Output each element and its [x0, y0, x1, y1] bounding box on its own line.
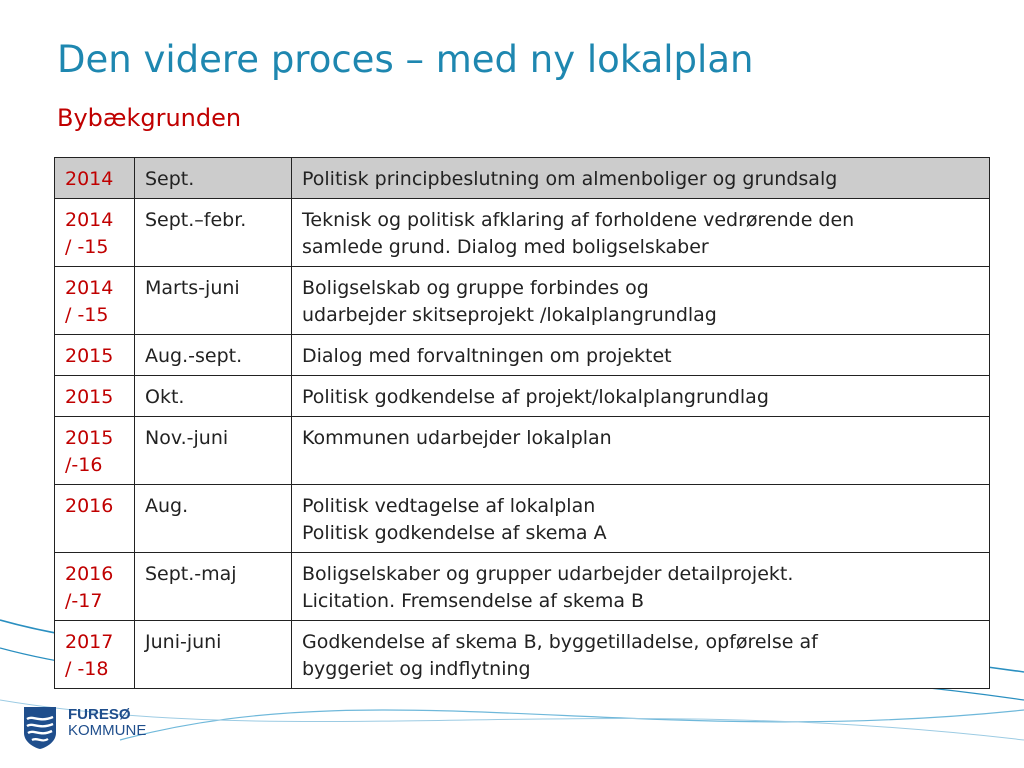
period-cell: Aug. — [135, 485, 292, 553]
period-cell: Okt. — [135, 376, 292, 417]
slide-subtitle: Bybækgrunden — [57, 104, 242, 132]
description-cell — [292, 267, 990, 335]
description-line: Godkendelse af skema B, byggetilladelse, opførelse af — [302, 631, 818, 653]
description-line: Dialog med forvaltningen om projektet — [302, 345, 672, 367]
period-cell: Juni-juni — [135, 621, 292, 689]
year-cell: 2015 /-16 — [55, 417, 135, 485]
description-cell — [292, 158, 990, 199]
period-cell: Sept.–febr. — [135, 199, 292, 267]
description-line: Teknisk og politisk afklaring af forholdene vedrørende den — [302, 209, 855, 231]
table-row — [55, 621, 990, 689]
description-cell — [292, 335, 990, 376]
logo-name-line1: FURESØ — [68, 706, 131, 723]
description-cell — [292, 485, 990, 553]
year-cell: 2015 — [55, 335, 135, 376]
description-line: Politisk vedtagelse af lokalplan — [302, 495, 596, 517]
description-line: byggeriet og indflytning — [302, 658, 531, 680]
year-cell: 2016 — [55, 485, 135, 553]
description-line: Politisk godkendelse af skema A — [302, 522, 607, 544]
furesoe-kommune-logo — [22, 705, 162, 755]
year-cell: 2017 / -18 — [55, 621, 135, 689]
description-line: Kommunen udarbejder lokalplan — [302, 427, 612, 449]
description-line: Licitation. Fremsendelse af skema B — [302, 590, 645, 612]
description-cell — [292, 417, 990, 485]
year-cell: 2014 — [55, 158, 135, 199]
description-line: Politisk godkendelse af projekt/lokalplangrundlag — [302, 386, 769, 408]
table-row — [55, 335, 990, 376]
period-cell: Aug.-sept. — [135, 335, 292, 376]
table-row — [55, 267, 990, 335]
table-row — [55, 199, 990, 267]
year-cell: 2016 /-17 — [55, 553, 135, 621]
period-cell: Sept. — [135, 158, 292, 199]
period-cell: Sept.-maj — [135, 553, 292, 621]
description-line: samlede grund. Dialog med boligselskaber — [302, 236, 709, 258]
description-line: Boligselskab og gruppe forbindes og — [302, 277, 649, 299]
slide-title: Den videre proces – med ny lokalplan — [57, 38, 754, 81]
year-cell: 2014 / -15 — [55, 267, 135, 335]
year-cell: 2014 / -15 — [55, 199, 135, 267]
period-cell: Marts-juni — [135, 267, 292, 335]
table-row — [55, 417, 990, 485]
schedule-table — [54, 157, 990, 689]
description-cell — [292, 376, 990, 417]
logo-emblem-icon — [22, 705, 58, 749]
table-row — [55, 376, 990, 417]
description-cell — [292, 621, 990, 689]
period-cell: Nov.-juni — [135, 417, 292, 485]
table-row — [55, 485, 990, 553]
description-line: Boligselskaber og grupper udarbejder detailprojekt. — [302, 563, 794, 585]
description-line: udarbejder skitseprojekt /lokalplangrundlag — [302, 304, 717, 326]
description-cell — [292, 553, 990, 621]
table-row — [55, 553, 990, 621]
logo-name-line2: KOMMUNE — [68, 722, 147, 739]
table-row — [55, 158, 990, 199]
description-line: Politisk principbeslutning om almenboliger og grundsalg — [302, 168, 838, 190]
year-cell: 2015 — [55, 376, 135, 417]
description-cell — [292, 199, 990, 267]
